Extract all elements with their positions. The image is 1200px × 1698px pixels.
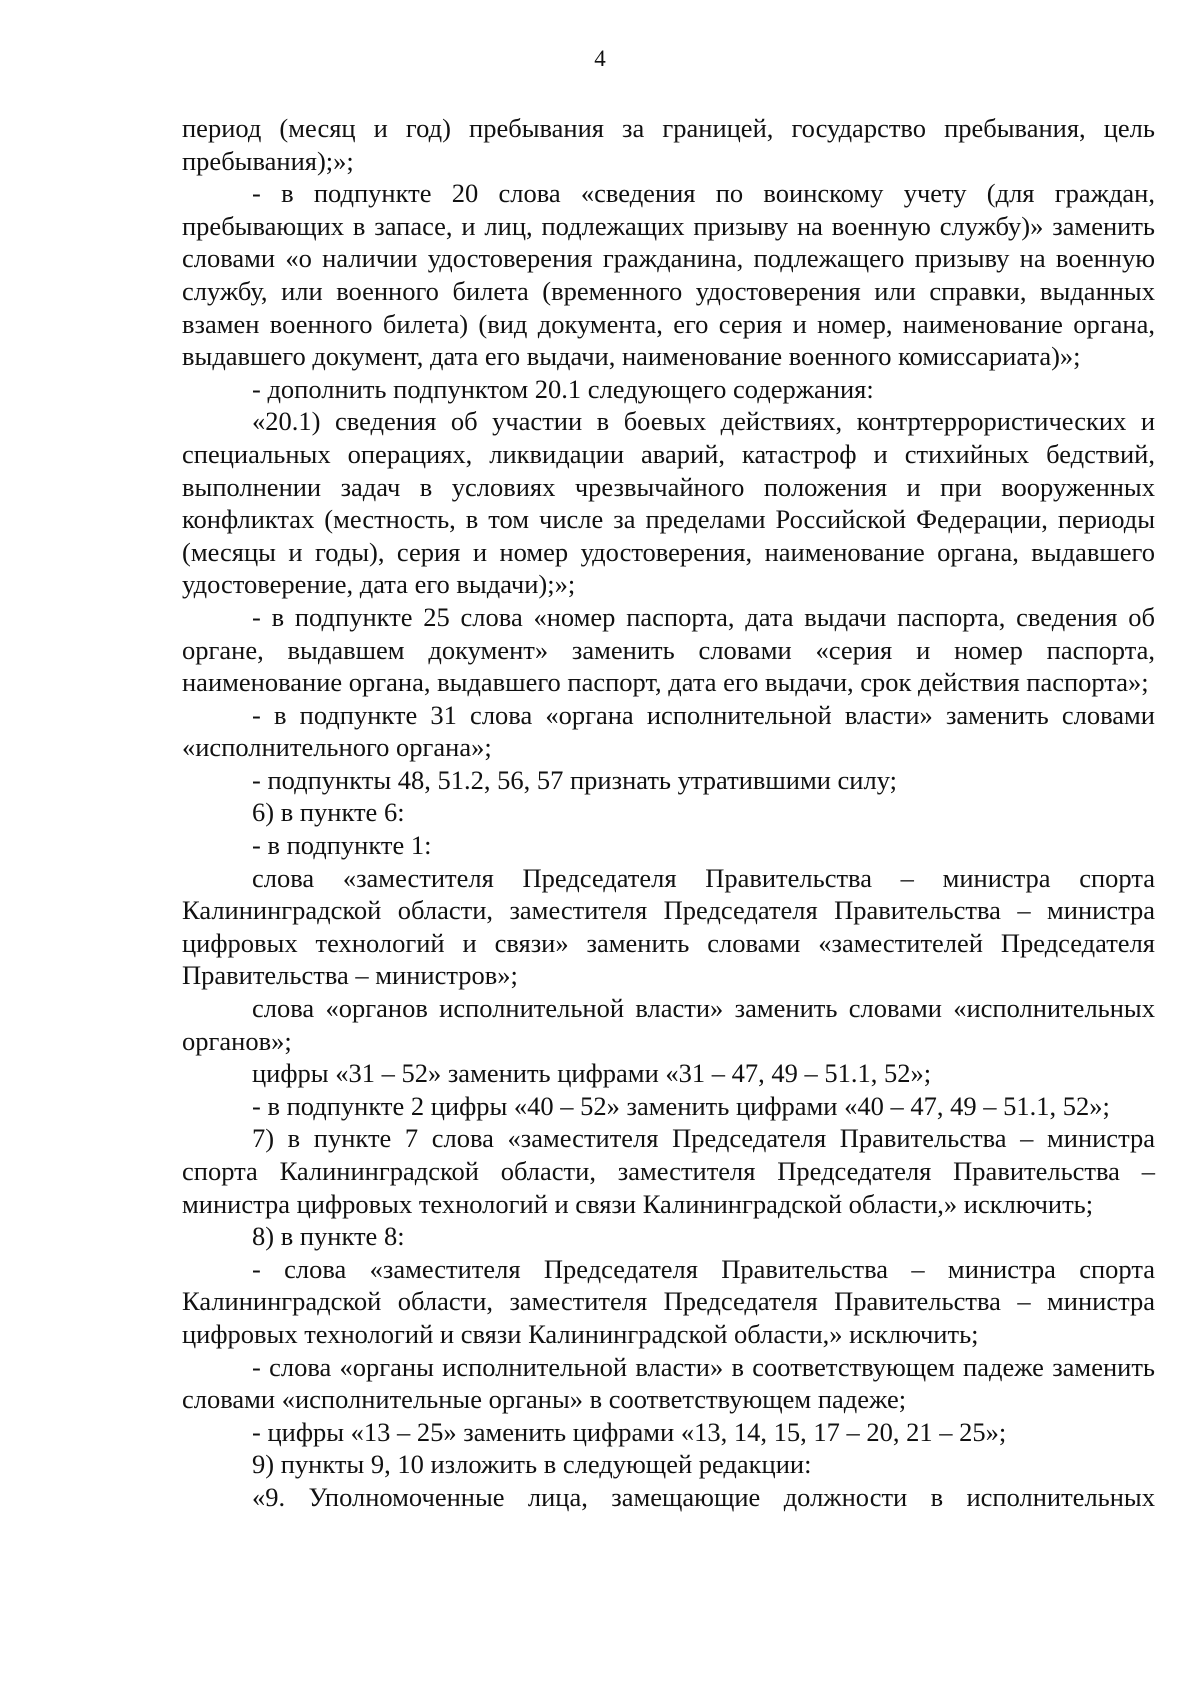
paragraph-2: - в подпункте 20 слова «сведения по воинскому учету (для граждан, пребывающих в запасе, и лиц, подлежащих призыву на военную службу)» заменить словами «о наличии удостоверения гражданина, подлежащего призыву на военную службу, или военного билета (временного удостоверения или справки, выданных взамен военного билета) (вид документа, его серия и номер, наименование органа, выдавшего документ, дата его выдачи, наименование военного комиссариата)»; [182,178,1155,372]
paragraph-17: - слова «органы исполнительной власти» в соответствующем падеже заменить словами «исполнительные органы» в соответствующем падеже; [182,1351,1155,1415]
paragraph-9: - в подпункте 1: [252,830,432,861]
paragraph-5: - в подпункте 25 слова «номер паспорта, дата выдачи паспорта, сведения об органе, выдавшем документ» заменить словами «серия и номер паспорта, наименование органа, выдавшего паспорт, дата его выдачи, срок действия паспорта»; [182,601,1155,698]
paragraph-11: слова «органов исполнительной власти» заменить словами «исполнительных органов»; [182,993,1155,1056]
paragraph-3: - дополнить подпунктом 20.1 следующего содержания: [252,373,874,404]
paragraph-13: - в подпункте 2 цифры «40 – 52» заменить цифрами «40 – 47, 49 – 51.1, 52»; [252,1090,1110,1121]
paragraph-15: 8) в пункте 8: [252,1221,405,1252]
paragraph-18: - цифры «13 – 25» заменить цифрами «13, 14, 15, 17 – 20, 21 – 25»; [252,1416,1007,1447]
paragraph-1: период (месяц и год) пребывания за границей, государство пребывания, цель пребывания);»; [182,113,1155,176]
paragraph-8: 6) в пункте 6: [252,797,405,828]
document-body [182,112,1155,1514]
paragraph-6: - в подпункте 31 слова «органа исполнительной власти» заменить словами «исполнительного органа»; [182,699,1155,763]
paragraph-10: слова «заместителя Председателя Правительства – министра спорта Калининградской области, заместителя Председателя Правительства – министра цифровых технологий и связи» заменить словами «заместителей Председателя Правительства – министров»; [182,862,1155,991]
paragraph-20: «9. Уполномоченные лица, замещающие должности в исполнительных [252,1481,1155,1512]
paragraph-4: «20.1) сведения об участии в боевых действиях, контртеррористических и специальных операциях, ликвидации аварий, катастроф и стихийных бедствий, выполнении задач в условиях чрезвычайного положения и при вооруженных конфликтах (местность, в том числе за пределами Российской Федерации, периоды (месяцы и годы), серия и номер удостоверения, наименование органа, выдавшего удостоверение, дата его выдачи);»; [182,406,1155,600]
paragraph-7: - подпункты 48, 51.2, 56, 57 признать утратившими силу; [252,764,897,795]
paragraph-16: - слова «заместителя Председателя Правительства – министра спорта Калининградской области, заместителя Председателя Правительства – министра цифровых технологий и связи Калининградской области,» исключить; [182,1253,1155,1349]
paragraph-19: 9) пункты 9, 10 изложить в следующей редакции: [252,1449,812,1480]
paragraph-12: цифры «31 – 52» заменить цифрами «31 – 47, 49 – 51.1, 52»; [252,1058,932,1089]
page-number: 4 [594,46,606,71]
paragraph-14: 7) в пункте 7 слова «заместителя Председателя Правительства – министра спорта Калининградской области, заместителя Председателя Правительства – министра цифровых технологий и связи Калининградской области,» исключить; [182,1123,1155,1219]
